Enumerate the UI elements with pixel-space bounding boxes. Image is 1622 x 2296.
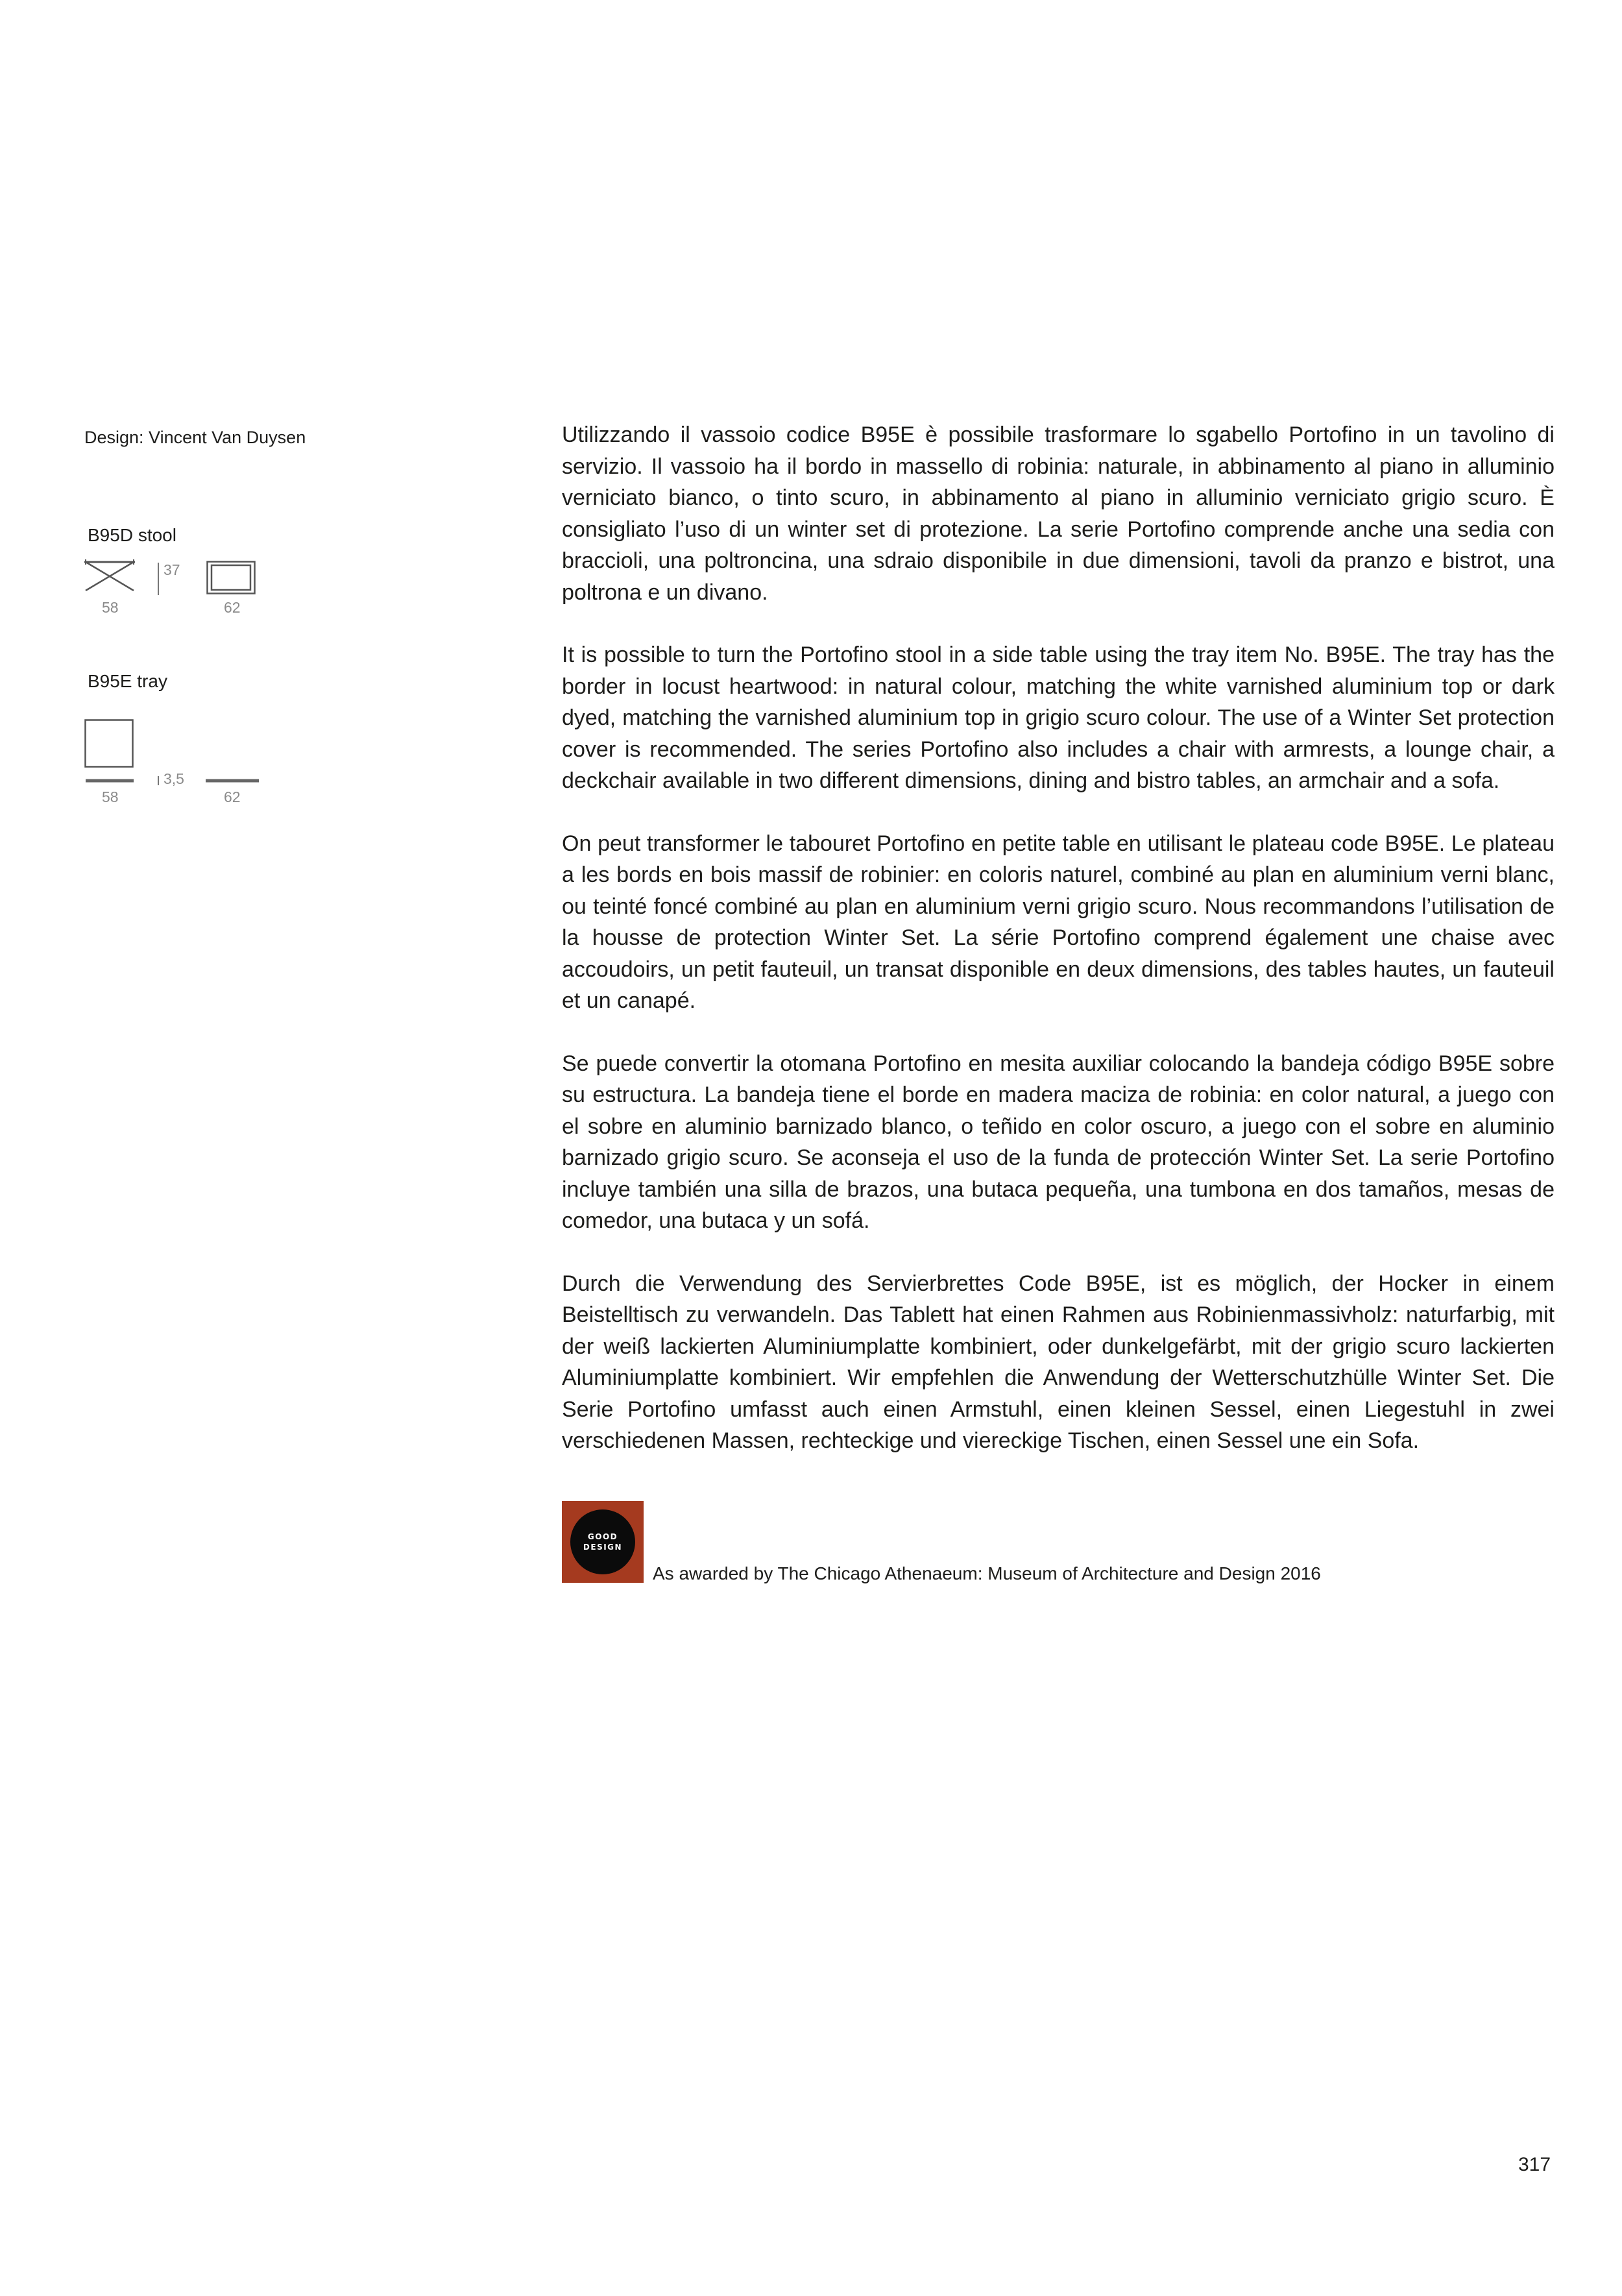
stool-height-dim: 37 [163,561,180,578]
logo-text-design: DESIGN [583,1543,623,1552]
award-caption: As awarded by The Chicago Athenaeum: Museum of Architecture and Design 2016 [653,1563,1321,1583]
tray-thickness-dim: 3,5 [163,770,184,787]
stool-side-drawing [84,558,136,594]
stool-label: B95D stool [88,525,176,545]
tray-width-dim-a: 58 [102,788,119,805]
stool-width-dim-b: 62 [224,599,241,616]
tray-front-drawing [204,777,260,784]
page-number: 317 [1518,2154,1551,2175]
designer-credit: Design: Vincent Van Duysen [84,428,306,447]
tray-thickness-line [156,776,160,785]
paragraph-spanish: Se puede convertir la otomana Portofino en mesita auxiliar colocando la bandeja código B95E sobre su estructura. La bandeja tiene el borde en madera maciza de robinia: en color natural, a juego con el sobre en aluminio barnizado blanco, o teñido en color oscuro, a juego con el sobre en aluminio barnizado grigio scuro. Se aconseja el uso de la funda de protección Winter Set. La serie Portofino incluye también una silla de brazos, una butaca pequeña, una tumbona en dos tamaños, mesas de comedor, una butaca y un sofá. [562,1051,1555,1233]
paragraph-english: It is possible to turn the Portofino stool in a side table using the tray item No. B95E. The tray has the border in locust heartwood: in natural colour, matching the white varnished aluminium top or dark dyed, matching the varnished aluminium top in grigio scuro colour. The use of a Winter Set protection cover is recommended. The series Portofino also includes a chair with armrests, a lounge chair, a deckchair available in two different dimensions, dining and bistro tables, an armchair and a sofa. [562,642,1555,793]
stool-width-dim-a: 58 [102,599,119,616]
tray-side-drawing [84,777,135,784]
tray-width-dim-b: 62 [224,788,241,805]
good-design-logo [562,1501,644,1583]
logo-text-good: GOOD [587,1532,618,1541]
stool-top-drawing [206,561,256,594]
paragraph-french: On peut transformer le tabouret Portofino en petite table en utilisant le plateau code B95E. Le plateau a les bords en bois massif de robinier: en coloris naturel, combiné au plan en aluminium verni blanc, ou teinté foncé combiné au plan en aluminium verni grigio scuro. Nous recommandons l’utilisation de la housse de protection Winter Set. La série Portofino comprend également une chaise avec accoudoirs, un petit fauteuil, un transat disponible en deux dimensions, des tables hautes, un fauteuil et un canapé. [562,831,1555,1013]
description-text [562,419,1555,1488]
paragraph-italian: Utilizzando il vassoio codice B95E è possibile trasformare lo sgabello Portofino in un tavolino di servizio. Il vassoio ha il bordo in massello di robinia: naturale, in abbinamento al piano in alluminio verniciato bianco, o tinto scuro, in abbinamento al piano in alluminio verniciato grigio scuro. È consigliato l’uso di un winter set di protezione. La serie Portofino comprende anche una sedia con braccioli, una poltroncina, una sdraio disponibile in due dimensioni, tavoli da pranzo e bistrot, una poltrona e un divano. [562,422,1555,605]
good-design-badge [570,1509,635,1574]
tray-top-drawing [84,719,135,772]
paragraph-german: Durch die Verwendung des Servierbrettes Code B95E, ist es möglich, der Hocker in einem Beistelltisch zu verwandeln. Das Tablett hat einen Rahmen aus Robinienmassivholz: naturfarbig, mit der weiß lackierten Aluminiumplatte kombiniert, oder dunkelgefärbt, mit der grigio scuro lackierten Aluminiumplatte kombiniert. Wir empfehlen die Anwendung der Wetterschutzhülle Winter Set. Die Serie Portofino umfasst auch einen Armstuhl, einen kleinen Sessel, einen Liegestuhl in zwei verschiedenen Massen, rechteckige und viereckige Tischen, einen Sessel une ein Sofa. [562,1271,1555,1453]
stool-height-line [156,563,160,595]
tray-label: B95E tray [88,671,167,691]
